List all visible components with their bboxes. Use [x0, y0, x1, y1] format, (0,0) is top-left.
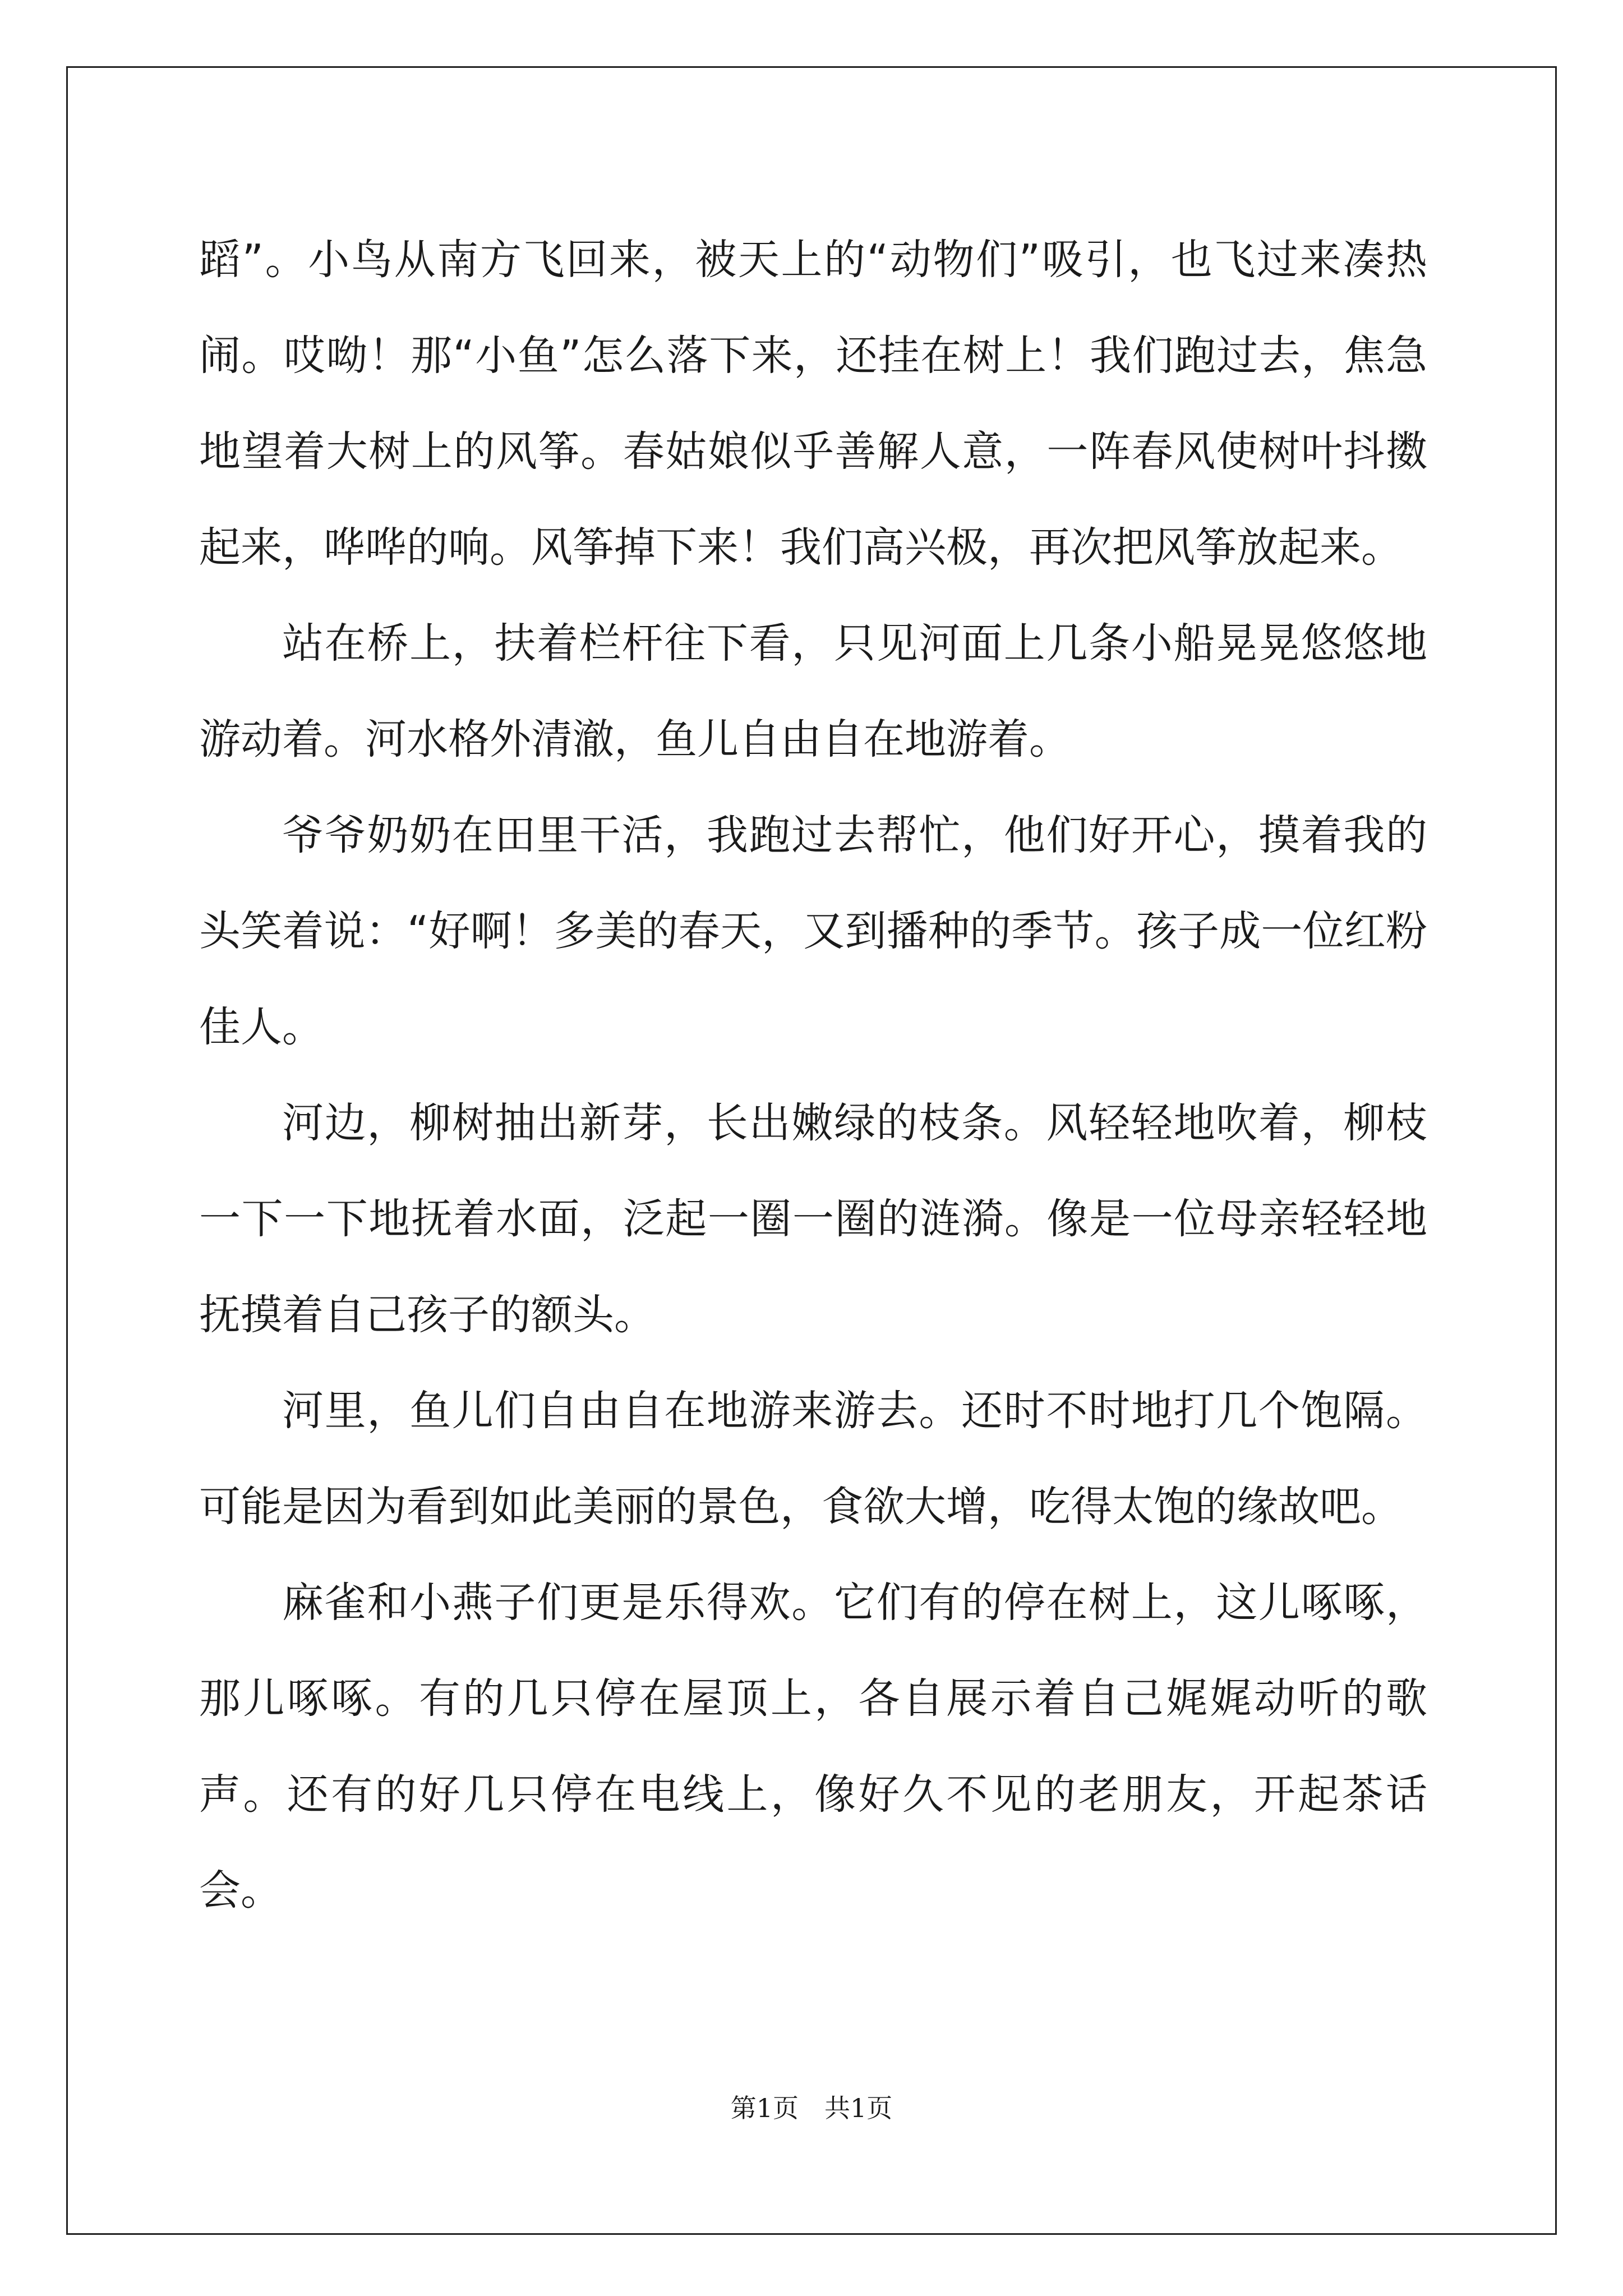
- paragraph-2: 站在桥上，扶着栏杆往下看，只见河面上几条小船晃晃悠悠地游动着。河水格外清澈，鱼儿自由自在地游着。: [199, 619, 1427, 763]
- document-body: [199, 212, 1427, 1939]
- page-number-footer: 第1页 共1页: [730, 2093, 893, 2123]
- paragraph-1: 蹈”。小鸟从南方飞回来，被天上的“动物们”吸引，也飞过来凑热闹。哎呦！那“小鱼”怎么落下来，还挂在树上！我们跑过去，焦急地望着大树上的风筝。春姑娘似乎善解人意，一阵春风使树叶抖擞起来，哗哗的响。风筝掉下来！我们高兴极，再次把风筝放起来。: [199, 236, 1427, 572]
- paragraph-4: 河边，柳树抽出新芽，长出嫩绿的枝条。风轻轻地吹着，柳枝一下一下地抚着水面，泛起一圈一圈的涟漪。像是一位母亲轻轻地抚摸着自己孩子的额头。: [199, 1099, 1427, 1339]
- paragraph-3: 爷爷奶奶在田里干活，我跑过去帮忙，他们好开心，摸着我的头笑着说：“好啊！多美的春天，又到播种的季节。孩子成一位红粉佳人。: [199, 811, 1427, 1051]
- paragraph-5: 河里，鱼儿们自由自在地游来游去。还时不时地打几个饱隔。可能是因为看到如此美丽的景色，食欲大增，吃得太饱的缘故吧。: [199, 1387, 1427, 1531]
- paragraph-6: 麻雀和小燕子们更是乐得欢。它们有的停在树上，这儿啄啄，那儿啄啄。有的几只停在屋顶上，各自展示着自己娓娓动听的歌声。还有的好几只停在电线上，像好久不见的老朋友，开起茶话会。: [199, 1579, 1427, 1915]
